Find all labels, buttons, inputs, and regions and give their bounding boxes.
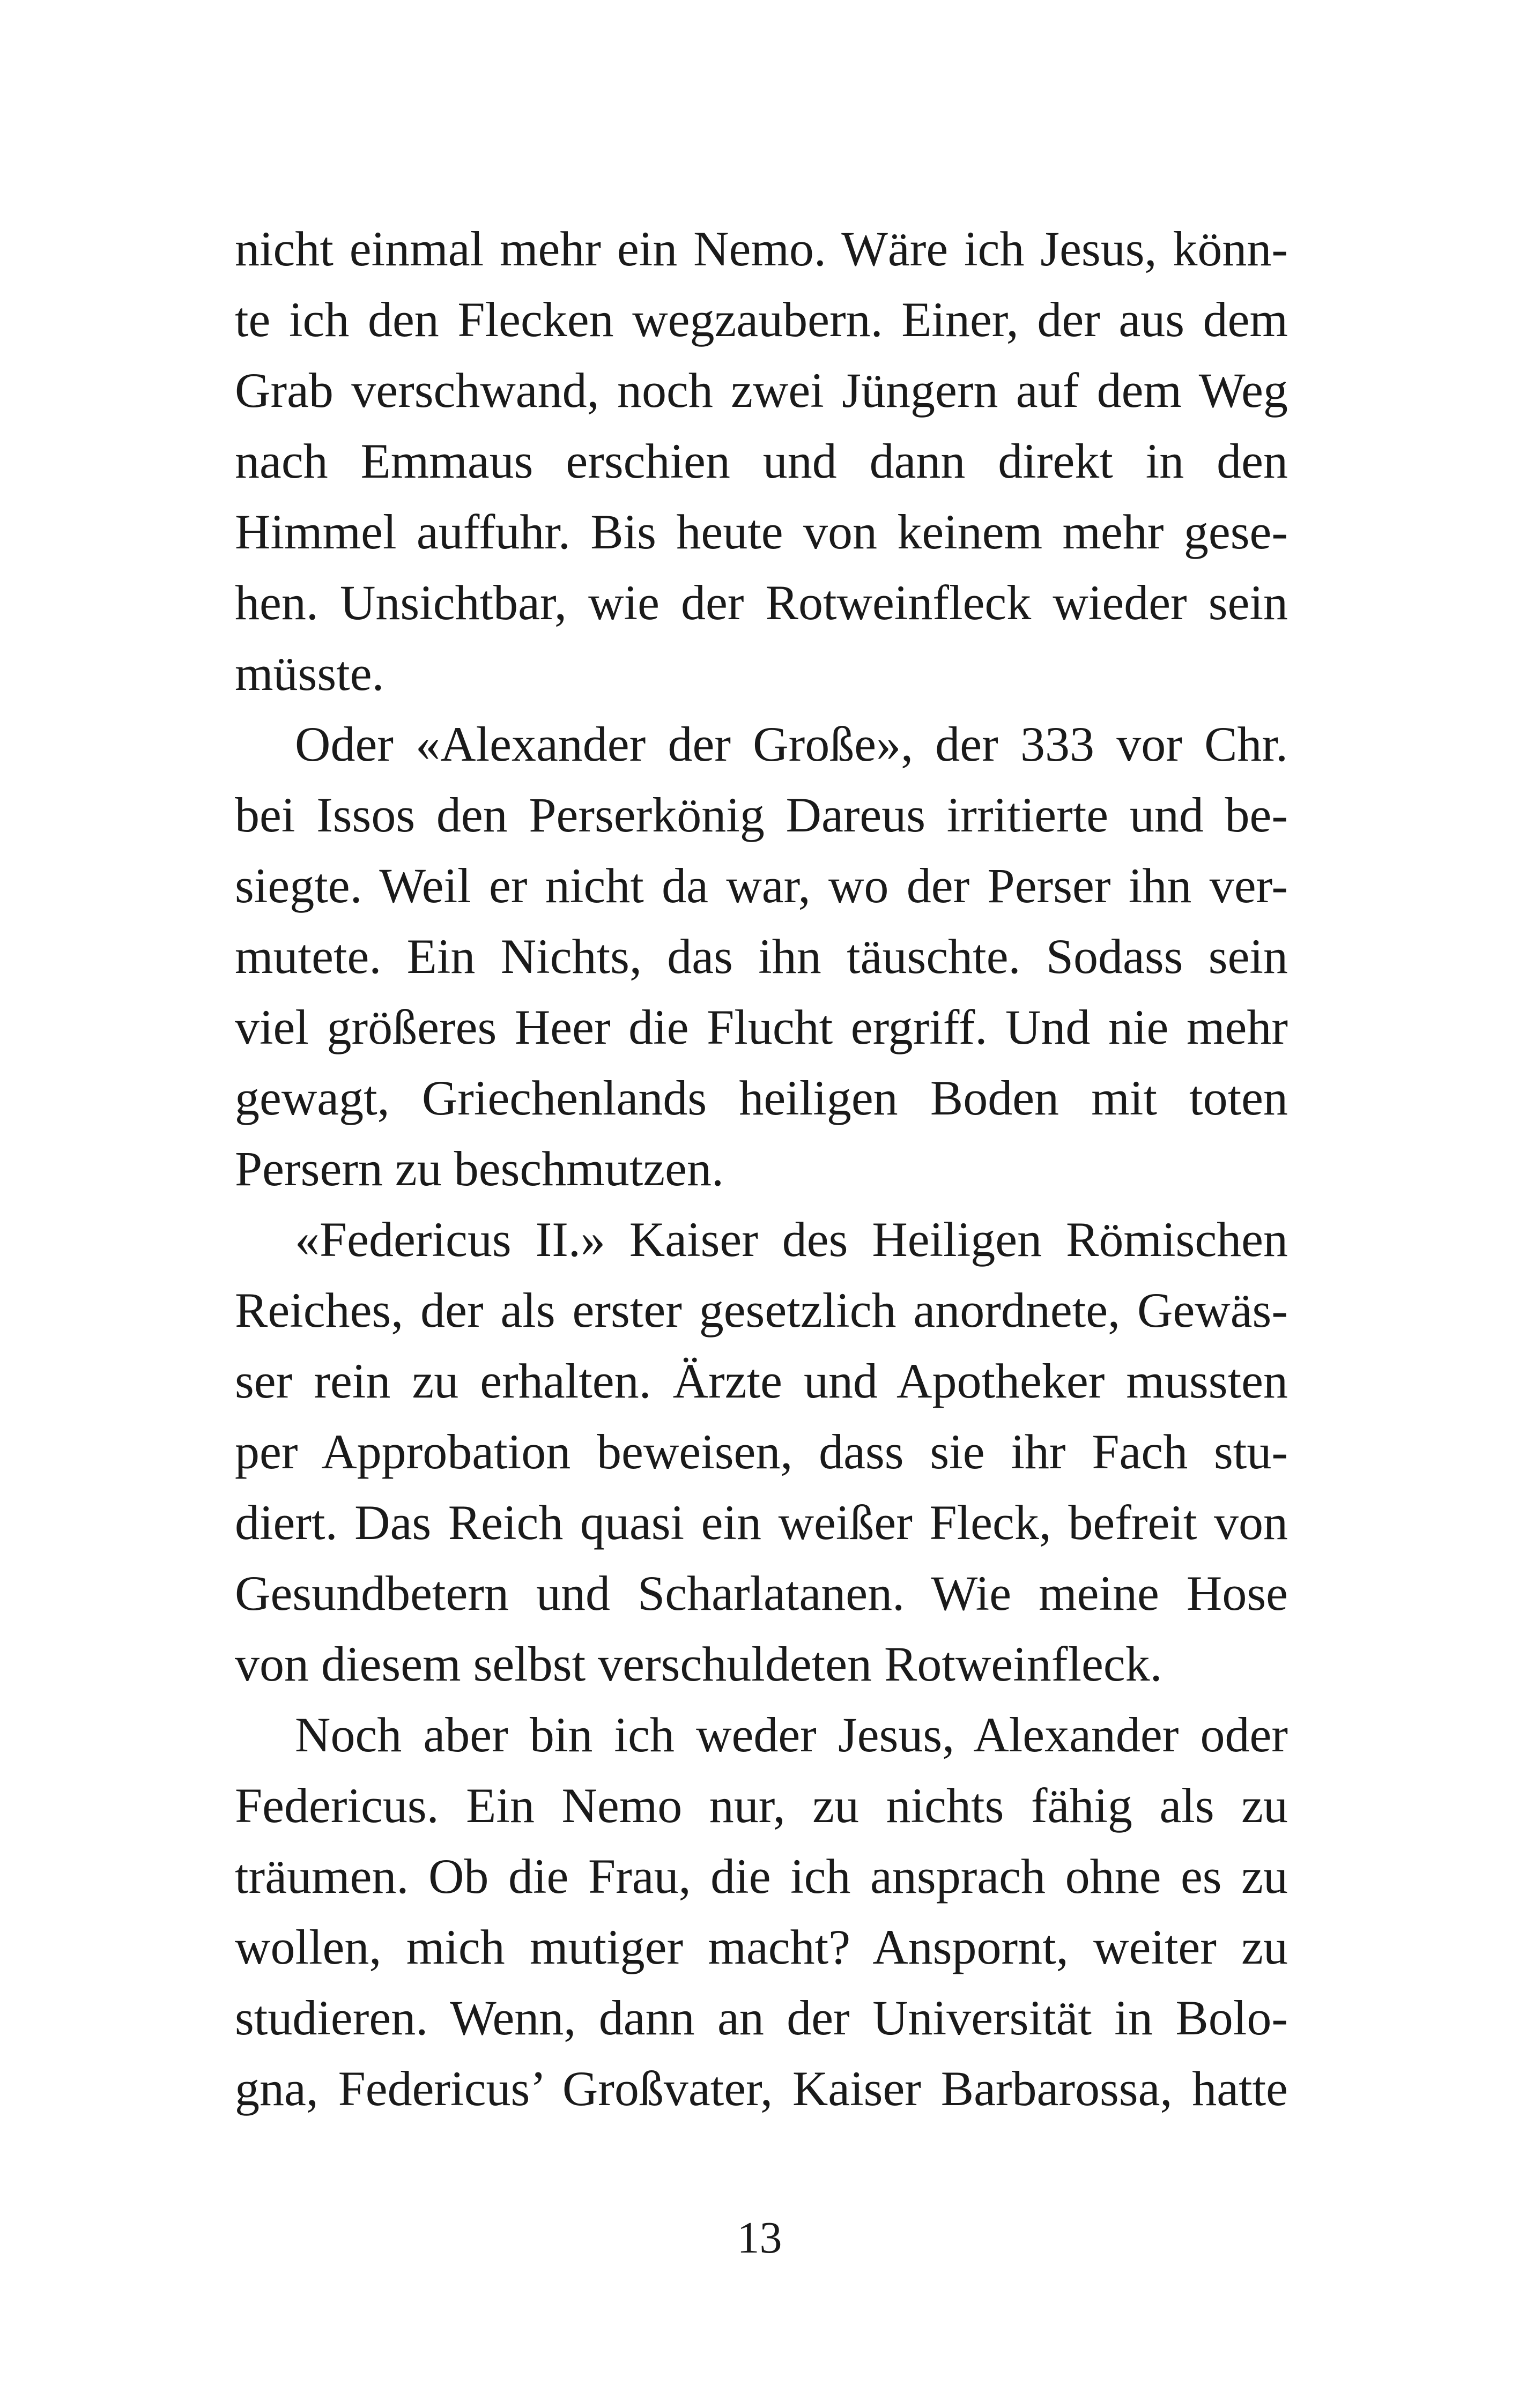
text-line: viel größeres Heer die Flucht ergriff. Und nie mehr xyxy=(235,1000,1288,1054)
paragraph-4 xyxy=(235,1699,1288,2124)
text-line: nicht einmal mehr ein Nemo. Wäre ich Jesus, könn- xyxy=(235,221,1288,276)
text-line: Oder «Alexander der Große», der 333 vor Chr. xyxy=(295,717,1288,771)
text-line: hen. Unsichtbar, wie der Rotweinfleck wieder sein xyxy=(235,575,1288,630)
text-line: ser rein zu erhalten. Ärzte und Apotheker mussten xyxy=(235,1354,1288,1408)
text-line: Federicus. Ein Nemo nur, zu nichts fähig als zu xyxy=(235,1778,1288,1833)
text-line: mutete. Ein Nichts, das ihn täuschte. Sodass sein xyxy=(235,929,1288,984)
text-line: gna, Federicus’ Großvater, Kaiser Barbarossa, hatte xyxy=(235,2061,1288,2116)
text-line: Reiches, der als erster gesetzlich anordnete, Gewäs- xyxy=(235,1283,1288,1337)
body-text xyxy=(235,213,1288,2124)
text-line: Gesundbetern und Scharlatanen. Wie meine Hose xyxy=(235,1566,1288,1621)
text-line: Noch aber bin ich weder Jesus, Alexander oder xyxy=(295,1707,1288,1762)
text-line: siegte. Weil er nicht da war, wo der Perser ihn ver- xyxy=(235,858,1288,913)
text-line: wollen, mich mutiger macht? Anspornt, weiter zu xyxy=(235,1920,1288,1974)
text-line: te ich den Flecken wegzaubern. Einer, der aus dem xyxy=(235,292,1288,347)
text-line: per Approbation beweisen, dass sie ihr Fach stu- xyxy=(235,1424,1288,1479)
page-number: 13 xyxy=(737,2213,782,2263)
text-line: träumen. Ob die Frau, die ich ansprach ohne es zu xyxy=(235,1849,1288,1904)
text-line: diert. Das Reich quasi ein weißer Fleck, befreit von xyxy=(235,1495,1288,1550)
text-line: «Federicus II.» Kaiser des Heiligen Römischen xyxy=(295,1212,1288,1267)
text-line: studieren. Wenn, dann an der Universität in Bolo- xyxy=(235,1990,1288,2045)
text-line: bei Issos den Perserkönig Dareus irritierte und be- xyxy=(235,787,1288,842)
text-line: Grab verschwand, noch zwei Jüngern auf dem Weg xyxy=(235,363,1288,418)
paragraph-2 xyxy=(235,709,1288,1204)
text-line: müsste. xyxy=(235,646,384,701)
text-line: nach Emmaus erschien und dann direkt in den xyxy=(235,434,1288,488)
paragraph-3 xyxy=(235,1204,1288,1699)
text-line: gewagt, Griechenlands heiligen Boden mit toten xyxy=(235,1071,1288,1125)
text-line: Persern zu beschmutzen. xyxy=(235,1141,724,1196)
paragraph-1 xyxy=(235,213,1288,709)
text-line: Himmel auffuhr. Bis heute von keinem mehr gese- xyxy=(235,504,1288,559)
text-line: von diesem selbst verschuldeten Rotweinfleck. xyxy=(235,1637,1162,1691)
